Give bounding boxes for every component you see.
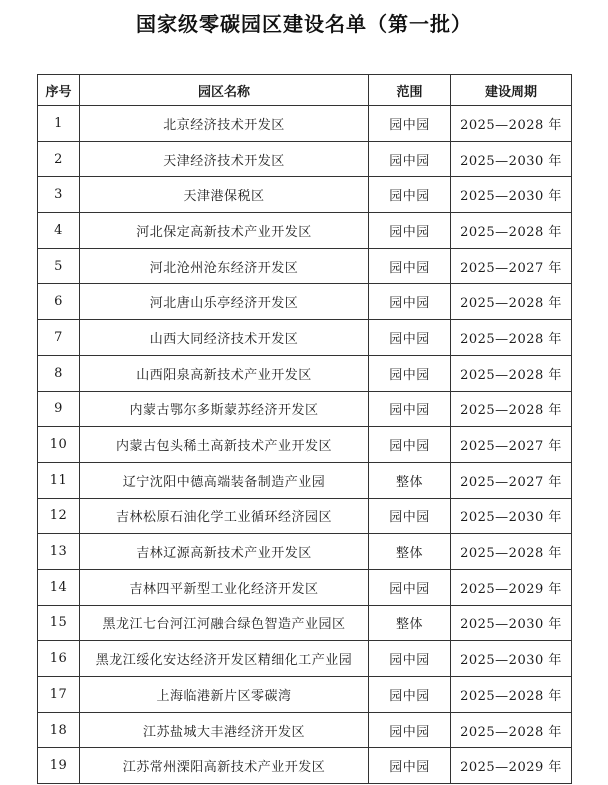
table-row	[38, 712, 572, 748]
cell-no: 7	[38, 320, 80, 356]
cell-name: 河北沧州沧东经济开发区	[80, 248, 369, 284]
cell-scope: 园中园	[369, 284, 451, 320]
cell-scope: 整体	[369, 605, 451, 641]
cell-scope: 园中园	[369, 355, 451, 391]
cell-name: 河北保定高新技术产业开发区	[80, 213, 369, 249]
table-row	[38, 177, 572, 213]
cell-period: 2025—2030 年	[451, 498, 572, 534]
cell-name: 内蒙古鄂尔多斯蒙苏经济开发区	[80, 391, 369, 427]
table-row	[38, 391, 572, 427]
cell-scope: 园中园	[369, 569, 451, 605]
cell-no: 16	[38, 641, 80, 677]
table-row	[38, 427, 572, 463]
cell-no: 2	[38, 141, 80, 177]
cell-no: 19	[38, 748, 80, 784]
cell-scope: 园中园	[369, 141, 451, 177]
cell-no: 15	[38, 605, 80, 641]
table-row	[38, 498, 572, 534]
cell-no: 12	[38, 498, 80, 534]
cell-name: 吉林松原石油化学工业循环经济园区	[80, 498, 369, 534]
header-no: 序号	[38, 75, 80, 106]
cell-no: 4	[38, 213, 80, 249]
cell-name: 辽宁沈阳中德高端装备制造产业园	[80, 462, 369, 498]
cell-no: 3	[38, 177, 80, 213]
header-name: 园区名称	[80, 75, 369, 106]
cell-name: 黑龙江绥化安达经济开发区精细化工产业园	[80, 641, 369, 677]
cell-scope: 园中园	[369, 391, 451, 427]
cell-no: 9	[38, 391, 80, 427]
cell-no: 8	[38, 355, 80, 391]
cell-name: 山西大同经济技术开发区	[80, 320, 369, 356]
cell-scope: 园中园	[369, 748, 451, 784]
header-scope: 范围	[369, 75, 451, 106]
header-period: 建设周期	[451, 75, 572, 106]
table-row	[38, 569, 572, 605]
cell-period: 2025—2028 年	[451, 712, 572, 748]
park-list-table	[37, 74, 572, 784]
cell-scope: 整体	[369, 534, 451, 570]
cell-scope: 园中园	[369, 641, 451, 677]
table-row	[38, 534, 572, 570]
table-header-row	[38, 75, 572, 106]
cell-no: 6	[38, 284, 80, 320]
table-row	[38, 605, 572, 641]
table-row	[38, 748, 572, 784]
table-row	[38, 213, 572, 249]
cell-period: 2025—2030 年	[451, 641, 572, 677]
cell-scope: 园中园	[369, 320, 451, 356]
cell-scope: 园中园	[369, 677, 451, 713]
cell-period: 2025—2029 年	[451, 569, 572, 605]
cell-no: 14	[38, 569, 80, 605]
table-row	[38, 141, 572, 177]
table-row	[38, 106, 572, 142]
cell-period: 2025—2028 年	[451, 106, 572, 142]
cell-name: 天津港保税区	[80, 177, 369, 213]
table-row	[38, 284, 572, 320]
cell-name: 内蒙古包头稀土高新技术产业开发区	[80, 427, 369, 463]
cell-period: 2025—2028 年	[451, 213, 572, 249]
cell-period: 2025—2028 年	[451, 534, 572, 570]
cell-period: 2025—2028 年	[451, 677, 572, 713]
cell-name: 黑龙江七台河江河融合绿色智造产业园区	[80, 605, 369, 641]
cell-no: 18	[38, 712, 80, 748]
table-row	[38, 677, 572, 713]
cell-scope: 园中园	[369, 427, 451, 463]
cell-name: 山西阳泉高新技术产业开发区	[80, 355, 369, 391]
cell-name: 吉林四平新型工业化经济开发区	[80, 569, 369, 605]
document-title: 国家级零碳园区建设名单（第一批）	[136, 12, 472, 36]
cell-period: 2025—2030 年	[451, 605, 572, 641]
cell-name: 天津经济技术开发区	[80, 141, 369, 177]
cell-period: 2025—2027 年	[451, 427, 572, 463]
cell-scope: 园中园	[369, 213, 451, 249]
cell-period: 2025—2028 年	[451, 391, 572, 427]
cell-period: 2025—2028 年	[451, 284, 572, 320]
cell-period: 2025—2028 年	[451, 355, 572, 391]
cell-scope: 园中园	[369, 498, 451, 534]
cell-period: 2025—2030 年	[451, 141, 572, 177]
cell-name: 河北唐山乐亭经济开发区	[80, 284, 369, 320]
table-row	[38, 355, 572, 391]
cell-period: 2025—2027 年	[451, 462, 572, 498]
cell-scope: 园中园	[369, 106, 451, 142]
cell-scope: 园中园	[369, 712, 451, 748]
cell-name: 北京经济技术开发区	[80, 106, 369, 142]
cell-period: 2025—2029 年	[451, 748, 572, 784]
cell-period: 2025—2027 年	[451, 248, 572, 284]
cell-no: 11	[38, 462, 80, 498]
cell-period: 2025—2028 年	[451, 320, 572, 356]
cell-name: 江苏常州溧阳高新技术产业开发区	[80, 748, 369, 784]
cell-scope: 整体	[369, 462, 451, 498]
cell-period: 2025—2030 年	[451, 177, 572, 213]
table-row	[38, 248, 572, 284]
cell-scope: 园中园	[369, 248, 451, 284]
cell-name: 上海临港新片区零碳湾	[80, 677, 369, 713]
cell-no: 5	[38, 248, 80, 284]
table-row	[38, 641, 572, 677]
cell-name: 吉林辽源高新技术产业开发区	[80, 534, 369, 570]
table-row	[38, 320, 572, 356]
cell-no: 10	[38, 427, 80, 463]
cell-name: 江苏盐城大丰港经济开发区	[80, 712, 369, 748]
cell-no: 1	[38, 106, 80, 142]
cell-no: 13	[38, 534, 80, 570]
table-row	[38, 462, 572, 498]
cell-no: 17	[38, 677, 80, 713]
cell-scope: 园中园	[369, 177, 451, 213]
